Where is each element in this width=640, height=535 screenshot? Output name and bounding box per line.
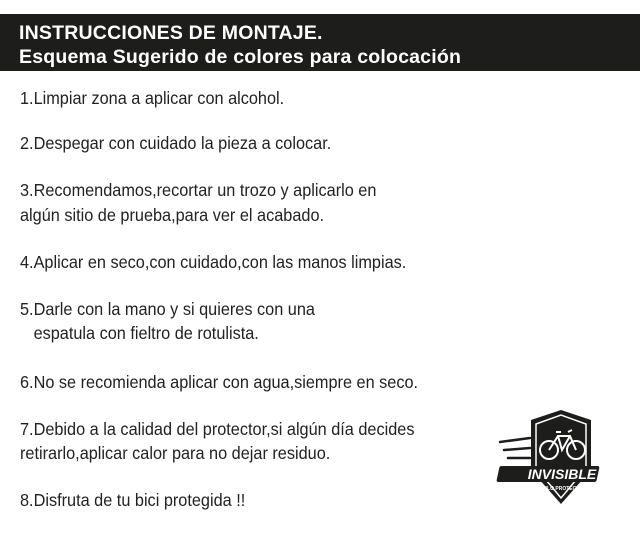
step-4: 4.Aplicar en seco,con cuidado,con las manos limpias.: [20, 252, 407, 272]
brand-name: INVISIBLE: [527, 466, 597, 482]
brand-tagline: VINILO PROTECTOR: [537, 486, 587, 492]
header-banner: [0, 14, 640, 71]
step-2: 2.Despegar con cuidado la pieza a colocar.: [20, 133, 332, 153]
step-3-line-2: algún sitio de prueba,para ver el acabado.: [20, 205, 325, 225]
step-5-line-2: espatula con fieltro de rotulista.: [20, 323, 259, 343]
step-6: 6.No se recomienda aplicar con agua,siempre en seco.: [20, 372, 419, 392]
invisible-logo: [496, 408, 626, 508]
step-3-line-1: 3.Recomendamos,recortar un trozo y aplicarlo en: [20, 180, 377, 200]
page-subtitle: Esquema Sugerido de colores para colocación: [19, 46, 462, 68]
step-7-line-1: 7.Debido a la calidad del protector,si algún día decides: [20, 419, 415, 439]
step-8: 8.Disfruta de tu bici protegida !!: [20, 490, 246, 510]
page-title: INSTRUCCIONES DE MONTAJE.: [19, 22, 323, 44]
step-7-line-2: retirarlo,aplicar calor para no dejar residuo.: [20, 443, 331, 463]
speed-lines-icon: [500, 438, 530, 458]
step-1: 1.Limpiar zona a aplicar con alcohol.: [20, 88, 285, 108]
step-5-line-1: 5.Darle con la mano y si quieres con una: [20, 299, 315, 319]
